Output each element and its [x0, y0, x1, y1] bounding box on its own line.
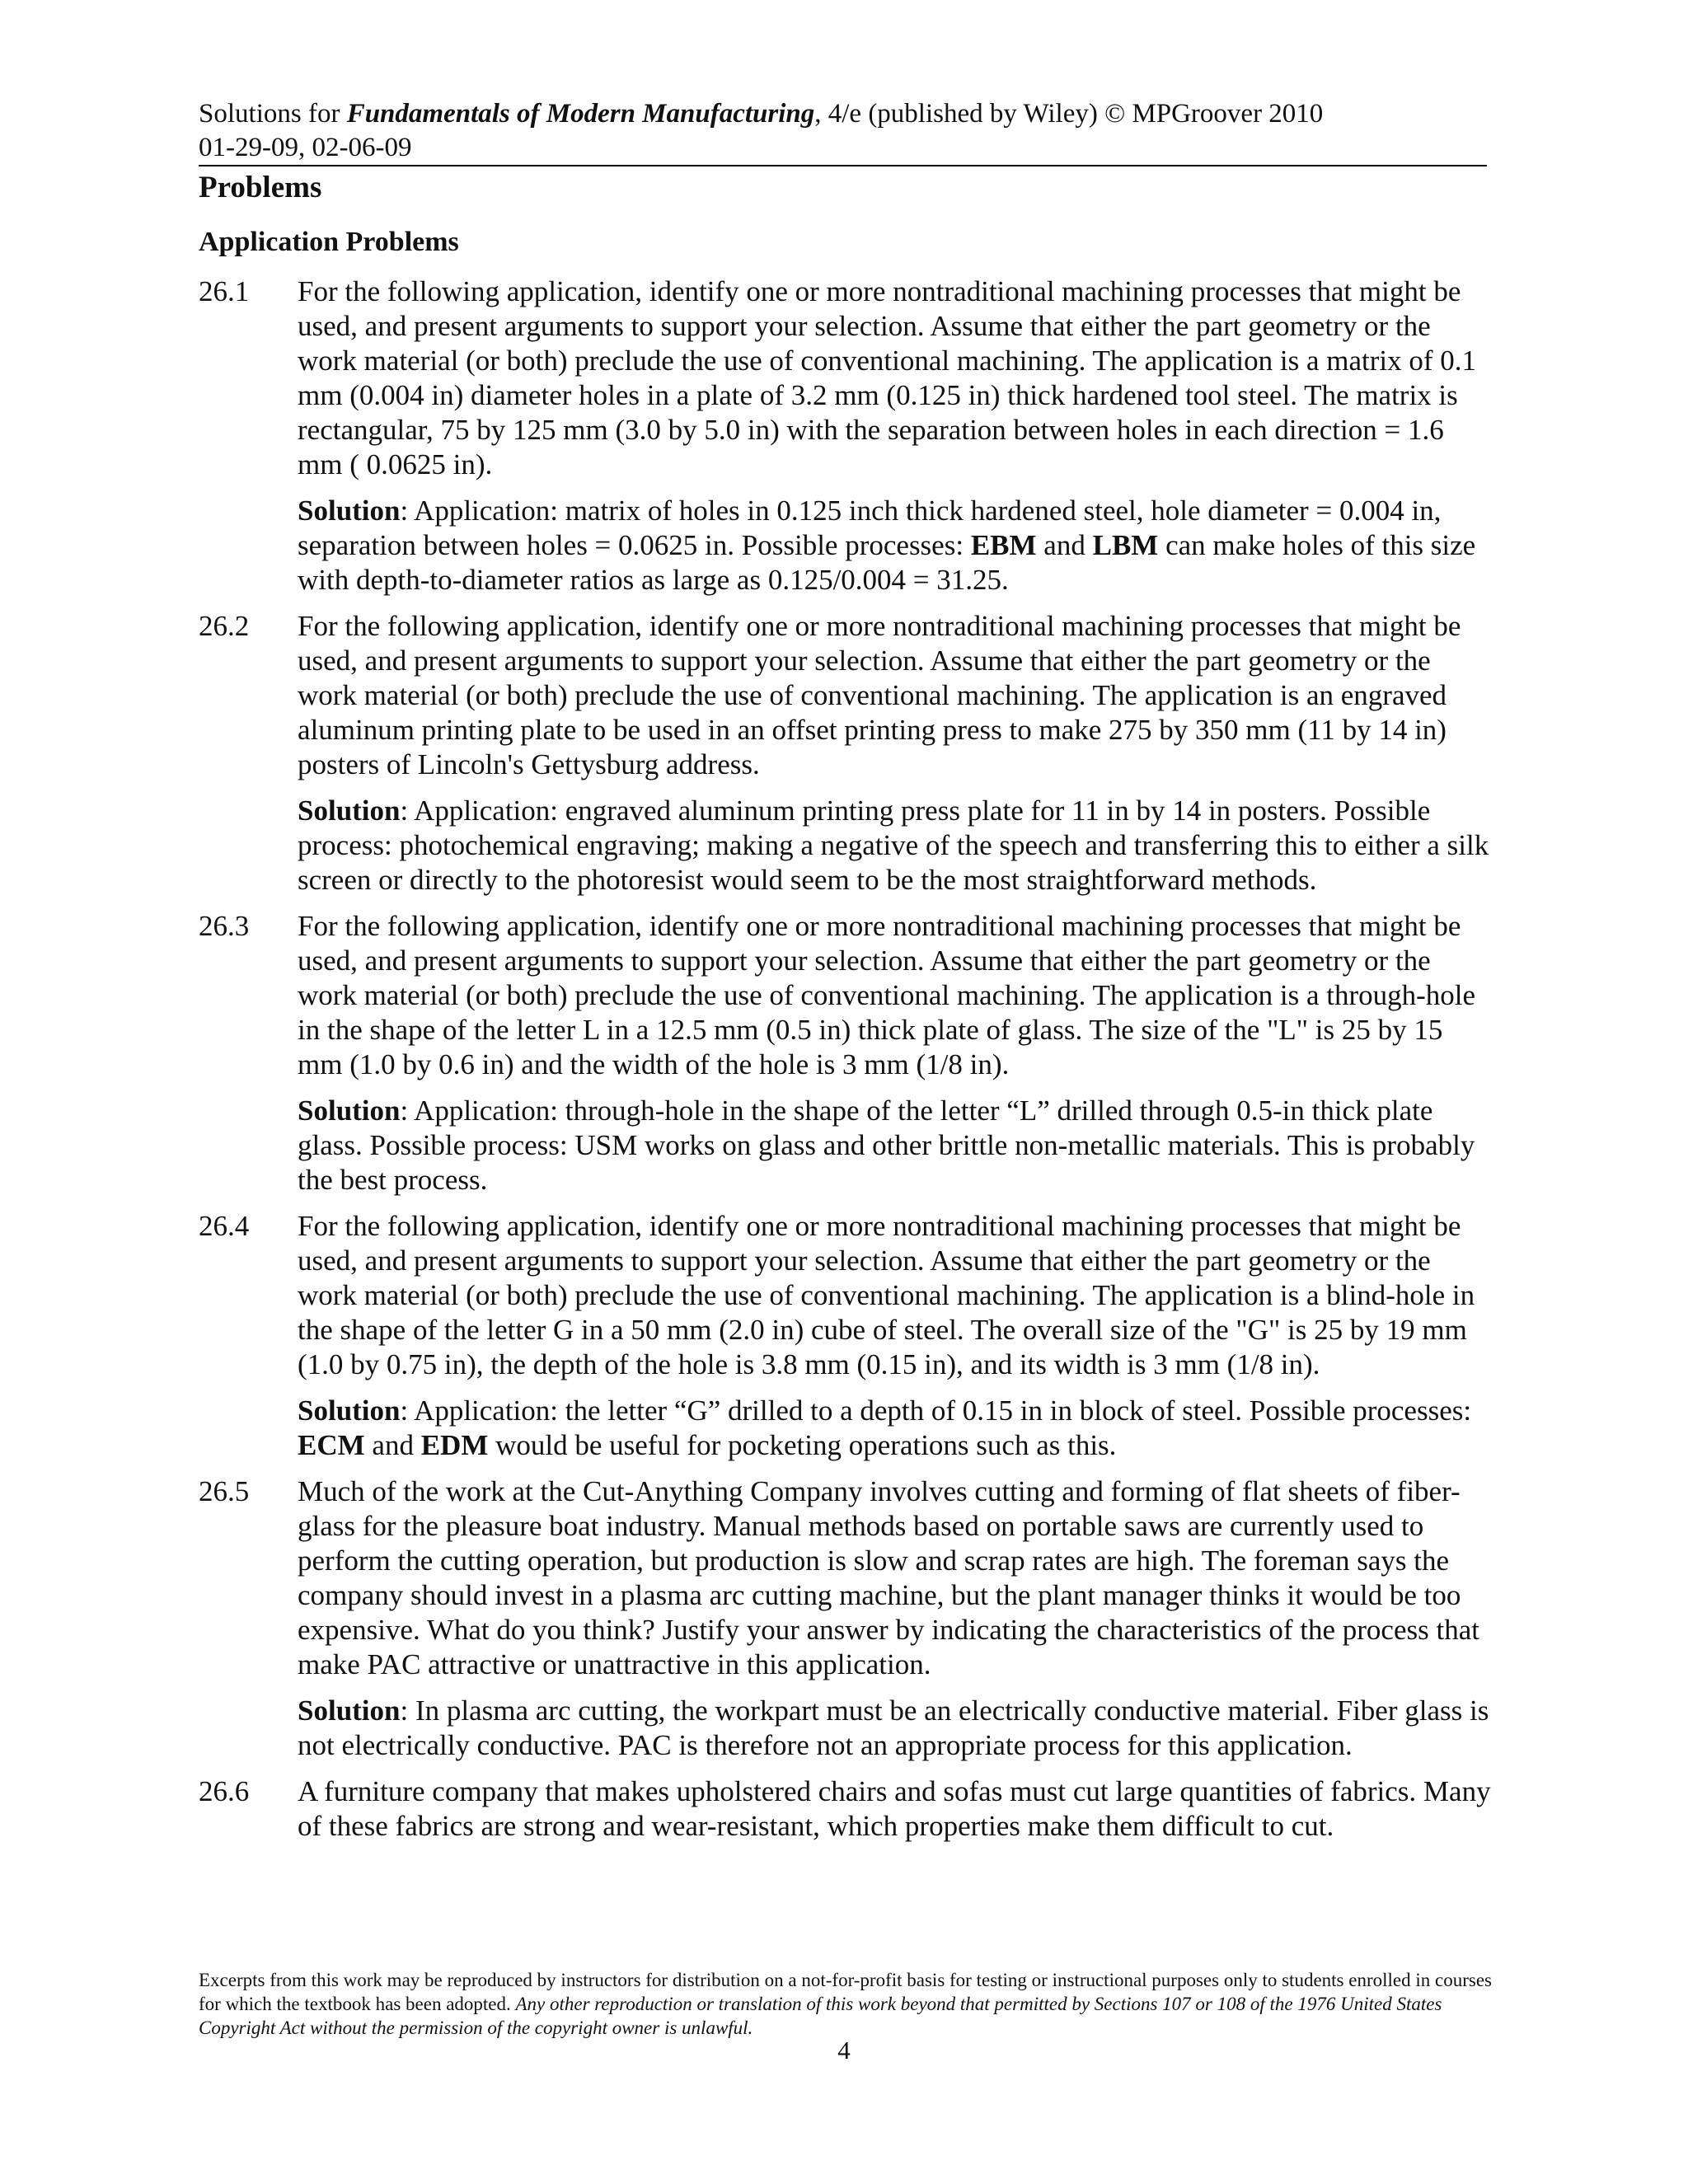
solution-segment: would be useful for pocketing operations such as this. [488, 1429, 1117, 1461]
problem-text: For the following application, identify one or more nontraditional machining processes that might be used, and present arguments to support your selection. Assume that either the part geometry or the work material (or both) preclude the use of conventional machining. The application is a matrix of 0.1 mm (0.004 in) diameter holes in a plate of 3.2 mm (0.125 in) thick hardened tool steel. The matrix is rectangular, 75 by 125 mm (3.0 by 5.0 in) with the separation between holes in each direction = 1.6 mm ( 0.0625 in). [298, 275, 1477, 480]
solution-segment: : Application: matrix of holes in 0.125 inch thick hardened steel, hole diameter = 0.004 in, separation between holes = 0.0625 in. Possible processes: [298, 494, 1442, 561]
problem-list [199, 274, 1493, 1855]
solution-emphasis: EDM [420, 1429, 489, 1461]
solution-label: Solution [298, 1694, 401, 1727]
problem-text: Much of the work at the Cut-Anything Company involves cutting and forming of flat sheets of fiber-glass for the pleasure boat industry. Manual methods based on portable saws are currently used to perform the cutting operation, but production is slow and scrap rates are high. The foreman says the company should invest in a plasma arc cutting machine, but the plant manager thinks it would be too expensive. What do you think? Justify your answer by indicating the characteristics of the process that make PAC attractive or unattractive in this application. [298, 1475, 1479, 1680]
solution-segment: : In plasma arc cutting, the workpart must be an electrically conductive material. Fiber glass is not electrically conductive. PAC is therefore not an appropriate process for this application. [298, 1694, 1489, 1761]
problem-text: For the following application, identify one or more nontraditional machining processes that might be used, and present arguments to support your selection. Assume that either the part geometry or the work material (or both) preclude the use of conventional machining. The application is a blind-hole in the shape of the letter G in a 50 mm (2.0 in) cube of steel. The overall size of the "G" is 25 by 19 mm (1.0 by 0.75 in), the depth of the hole is 3.8 mm (0.15 in), and its width is 3 mm (1/8 in). [298, 1210, 1475, 1380]
header-dates: 01-29-09, 02-06-09 [199, 133, 412, 162]
solution-label: Solution [298, 1394, 401, 1427]
header-title-line [199, 97, 1484, 131]
footer-italic-text: Any other reproduction or translation of this work beyond that permitted by Sections 107 or 108 of the 1976 United States Copyright Act without the permission of the copyright owner is unlawful. [199, 1994, 1442, 2038]
solution-segment: : Application: the letter “G” drilled to a depth of 0.15 in in block of steel. Possible processes: [400, 1394, 1472, 1427]
solution-text [298, 794, 1493, 898]
problem-number: 26.4 [199, 1210, 250, 1242]
subsection-title: Application Problems [199, 227, 459, 257]
solution-text [298, 494, 1493, 598]
solution-emphasis: EBM [970, 529, 1037, 561]
solution-segment: : Application: through-hole in the shape of the letter “L” drilled through 0.5-in thick plate glass. Possible process: USM works on glass and other brittle non-metallic materials. This is probably the best process. [298, 1094, 1475, 1196]
solution-text [298, 1394, 1493, 1463]
solution-label: Solution [298, 1094, 401, 1127]
solution-text [298, 1694, 1493, 1763]
problem-number: 26.6 [199, 1775, 250, 1807]
problem-text: For the following application, identify one or more nontraditional machining processes that might be used, and present arguments to support your selection. Assume that either the part geometry or the work material (or both) preclude the use of conventional machining. The application is a through-hole in the shape of the letter L in a 12.5 mm (0.5 in) thick plate of glass. The size of the "L" is 25 by 15 mm (1.0 by 0.6 in) and the width of the hole is 3 mm (1/8 in). [298, 910, 1476, 1080]
header-divider [199, 165, 1487, 166]
solution-text [298, 1094, 1493, 1197]
problem-item [199, 274, 1493, 598]
solution-segment: and [1036, 529, 1093, 561]
header-suffix: , 4/e (published by Wiley) © MPGroover 2010 [814, 99, 1324, 129]
solution-label: Solution [298, 494, 401, 527]
section-title: Problems [199, 171, 322, 204]
page-header [199, 97, 1484, 165]
solution-emphasis: LBM [1092, 529, 1159, 561]
page-number: 4 [837, 2036, 851, 2064]
problem-item [199, 1209, 1493, 1463]
solution-segment: : Application: engraved aluminum printing press plate for 11 in by 14 in posters. Possible process: photochemical engraving; making a negative of the speech and transferring this to either a silk screen or directly to the photoresist would seem to be the most straightforward methods. [298, 794, 1489, 896]
solution-segment: and [364, 1429, 421, 1461]
problem-number: 26.5 [199, 1475, 250, 1507]
problem-item [199, 609, 1493, 898]
problem-item [199, 1474, 1493, 1763]
copyright-footer [199, 1968, 1493, 2040]
problem-number: 26.1 [199, 275, 250, 307]
footer-normal-text: Excerpts from this work may be reproduced by instructors for distribution on a not-for-profit basis for testing or instructional purposes only to students enrolled in courses for which the textbook has been adopted. [199, 1970, 1492, 2014]
header-prefix: Solutions for [199, 99, 347, 129]
problem-text: A furniture company that makes upholstered chairs and sofas must cut large quantities of fabrics. Many of these fabrics are strong and wear-resistant, which properties make them difficult to cut. [298, 1775, 1491, 1842]
problem-item [199, 909, 1493, 1197]
book-title: Fundamentals of Modern Manufacturing [346, 99, 815, 129]
problem-number: 26.2 [199, 610, 250, 642]
solution-emphasis: ECM [298, 1429, 365, 1461]
solution-label: Solution [298, 794, 401, 827]
problem-text: For the following application, identify one or more nontraditional machining processes that might be used, and present arguments to support your selection. Assume that either the part geometry or the work material (or both) preclude the use of conventional machining. The application is an engraved aluminum printing plate to be used in an offset printing press to make 275 by 350 mm (11 by 14 in) posters of Lincoln's Gettysburg address. [298, 610, 1461, 780]
solution-segment: can make holes of this size with depth-to-diameter ratios as large as 0.125/0.004 = 31.25. [298, 529, 1476, 596]
problem-number: 26.3 [199, 910, 250, 942]
problem-item [199, 1774, 1493, 1844]
